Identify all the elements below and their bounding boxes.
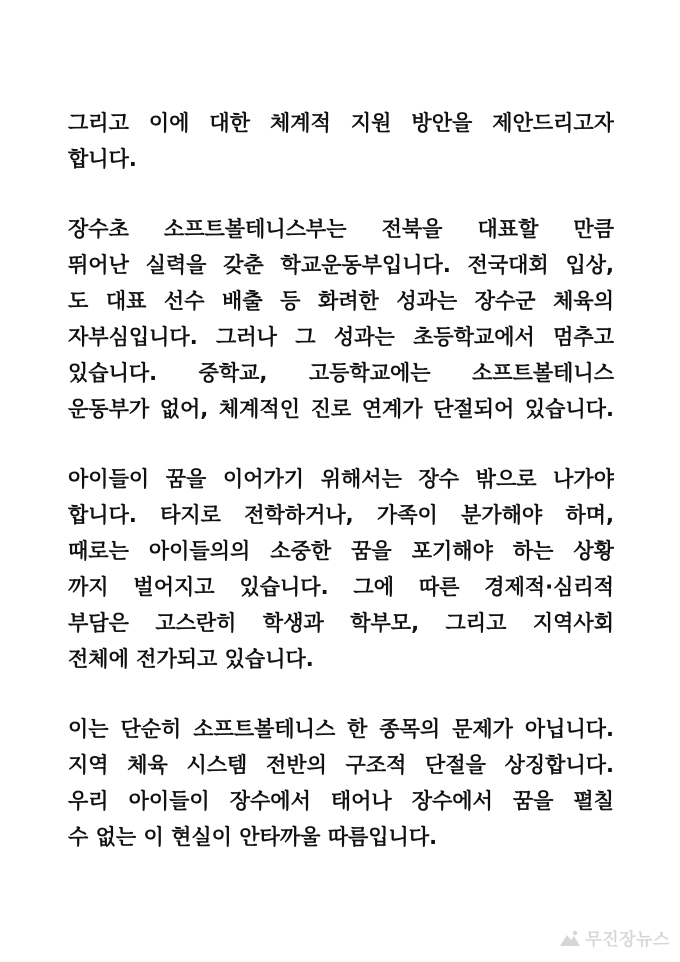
paragraph-4-line-1: 이는 단순히 소프트볼테니스 한 종목의 문제가 아닙니다. [68,717,614,741]
paragraph-3-line-1: 아이들이 꿈을 이어가기 위해서는 장수 밖으로 나가야 [68,467,614,491]
paragraph-1-line-1: 그리고 이에 대한 체계적 지원 방안을 제안드리고자 [68,111,614,135]
paragraph-3-line-6: 전체에 전가되고 있습니다. [68,647,314,671]
watermark-text: 무진장뉴스 [585,930,670,950]
paragraph-3-line-4: 까지 벌어지고 있습니다. 그에 따른 경제적·심리적 [68,575,614,599]
watermark [559,925,670,950]
paragraph-3-line-5: 부담은 고스란히 학생과 학부모, 그리고 지역사회 [68,611,614,635]
paragraph-2-line-5: 있습니다. 중학교, 고등학교에는 소프트볼테니스 [68,361,614,385]
paragraph-3-line-2: 합니다. 타지로 전학하거나, 가족이 분가해야 하며, [68,503,614,527]
paragraph-2-line-2: 뛰어난 실력을 갖춘 학교운동부입니다. 전국대회 입상, [68,253,614,277]
paragraph-2-line-3: 도 대표 선수 배출 등 화려한 성과는 장수군 체육의 [68,289,614,313]
mountain-logo-icon [559,929,581,947]
paragraph-4-line-3: 우리 아이들이 장수에서 태어나 장수에서 꿈을 펼칠 [68,789,614,813]
paragraph-1-line-2: 합니다. [68,147,137,171]
paragraph-2-line-1: 장수초 소프트볼테니스부는 전북을 대표할 만큼 [68,217,614,241]
paragraph-4-line-2: 지역 체육 시스템 전반의 구조적 단절을 상징합니다. [68,753,614,777]
paragraph-3-line-3: 때로는 아이들의의 소중한 꿈을 포기해야 하는 상황 [68,539,614,563]
paragraph-4-line-4: 수 없는 이 현실이 안타까울 따름입니다. [68,825,438,849]
paragraph-2-line-4: 자부심입니다. 그러나 그 성과는 초등학교에서 멈추고 [68,325,614,349]
paragraph-2-line-6: 운동부가 없어, 체계적인 진로 연계가 단절되어 있습니다. [68,397,614,421]
